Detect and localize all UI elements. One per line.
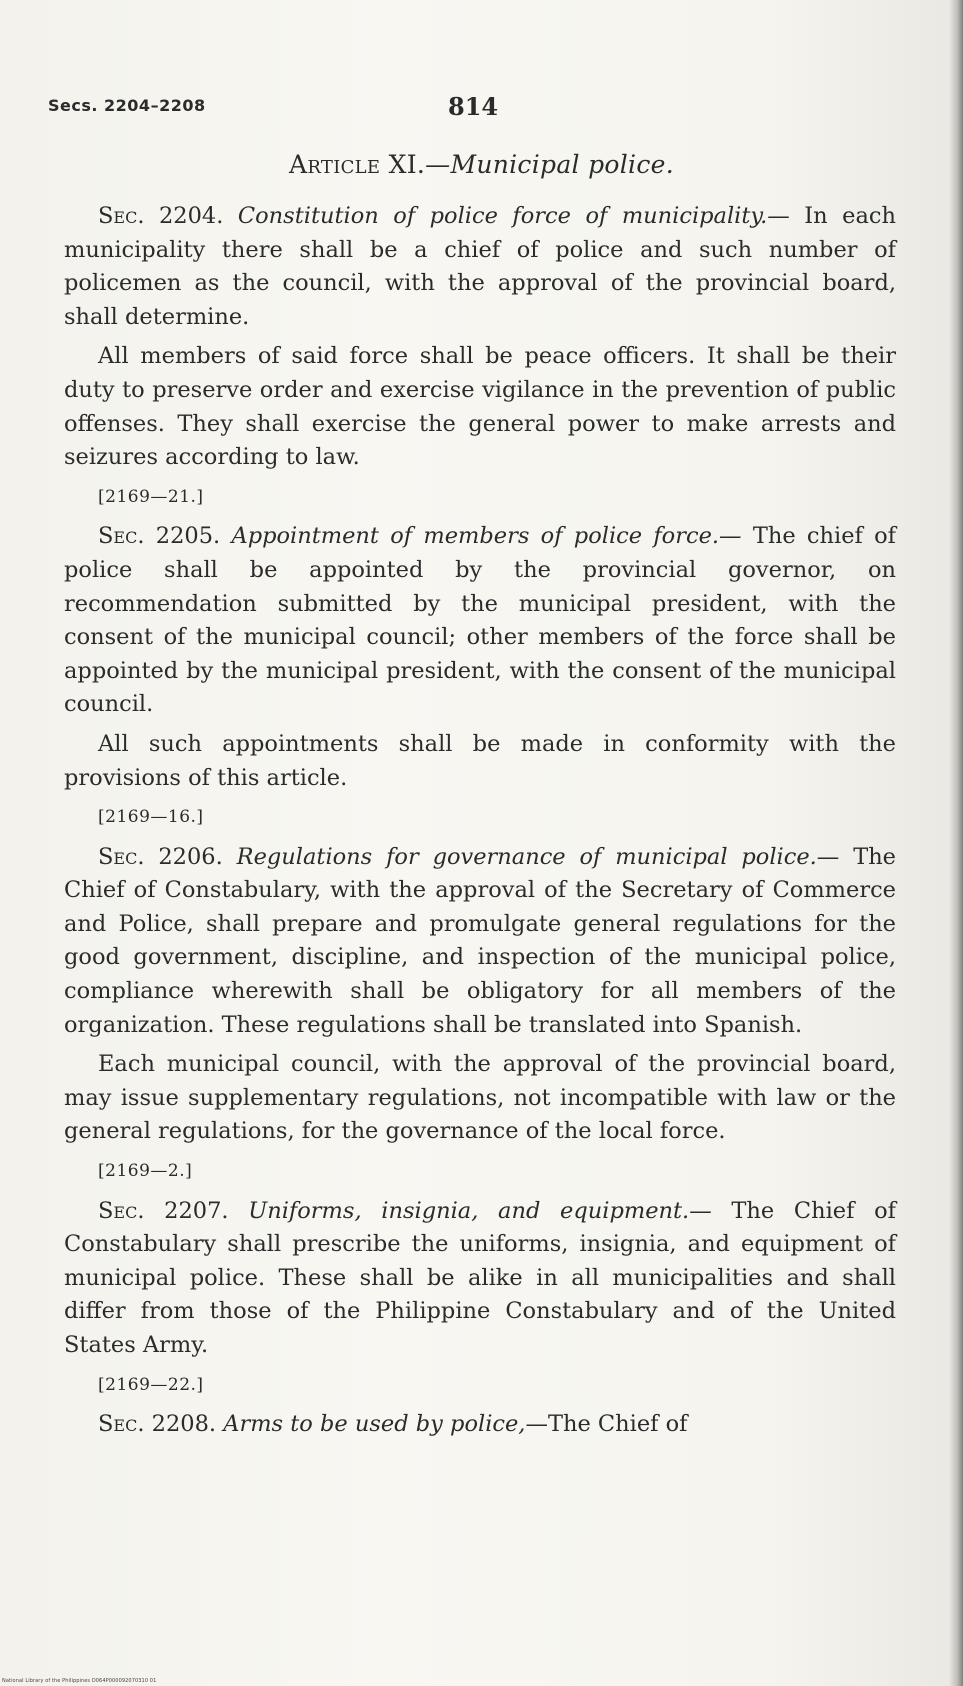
source-reference: [2169—21.] bbox=[98, 486, 204, 507]
page-number: 814 bbox=[448, 92, 499, 121]
section-2204-paragraph-2: All members of said force shall be peace officers. It shall be their duty to preserve order and exercise vigilance in the prevention of public offenses. They shall exercise the general power to make arrests and seizures according to law. bbox=[64, 343, 896, 471]
section-label: Sec. 2205. bbox=[98, 523, 221, 550]
section-text: The Chief of Constabulary shall prescribe the uniforms, insignia, and equipment of municipal police. These shall be alike in all municipalities and shall differ from those of the Philippine Constabulary and of the United States Army. bbox=[64, 1197, 896, 1358]
article-heading bbox=[0, 150, 963, 179]
section-2208 bbox=[64, 1408, 896, 1442]
body-text bbox=[64, 200, 896, 1448]
section-2204 bbox=[64, 200, 896, 334]
article-title: —Municipal police. bbox=[425, 150, 674, 179]
section-title: Arms to be used by police, bbox=[223, 1411, 526, 1438]
section-2205 bbox=[64, 520, 896, 722]
section-range: Secs. 2204–2208 bbox=[48, 96, 206, 115]
scan-caption: National Library of the Philippines D064P000092070310 01 bbox=[2, 1678, 157, 1684]
section-text: The chief of police shall be appointed by the provincial governor, on recommendation submitted by the municipal president, with the consent of the municipal council; other members of the force shall be appointed by the municipal president, with the consent of the municipal council. bbox=[64, 523, 896, 718]
section-2207 bbox=[64, 1195, 896, 1363]
section-title: Uniforms, insignia, and equipment.— bbox=[248, 1197, 712, 1224]
source-reference: [2169—22.] bbox=[98, 1374, 204, 1395]
section-2205-paragraph-2: All such appointments shall be made in conformity with the provisions of this article. bbox=[64, 730, 896, 791]
section-label: Sec. 2204. bbox=[98, 203, 224, 229]
source-reference: [2169—2.] bbox=[98, 1161, 193, 1182]
article-label: Article XI. bbox=[289, 150, 426, 179]
section-label: Sec. 2207. bbox=[98, 1197, 229, 1224]
section-2206-paragraph-2: Each municipal council, with the approval of the provincial board, may issue supplementary regulations, not incompatible with law or the general regulations, for the governance of the local force. bbox=[64, 1051, 896, 1145]
section-label: Sec. 2208. bbox=[98, 1411, 217, 1438]
section-text: In each municipality there shall be a chief of police and such number of policemen as the council, with the approval of the provincial board, shall determine. bbox=[64, 203, 897, 330]
section-label: Sec. 2206. bbox=[98, 843, 223, 870]
section-title: Appointment of members of police force.— bbox=[231, 523, 742, 550]
section-title: Regulations for governance of municipal police.— bbox=[236, 843, 840, 870]
page-edge-shadow bbox=[949, 0, 963, 1686]
section-text: The Chief of Constabulary, with the approval of the Secretary of Commerce and Police, shall prepare and promulgate general regulations for the good government, discipline, and inspection of the municipal police, compliance wherewith shall be obligatory for all members of the organization. These regulations shall be translated into Spanish. bbox=[64, 843, 897, 1038]
running-head bbox=[48, 92, 508, 132]
source-reference: [2169—16.] bbox=[98, 807, 204, 828]
section-title: Constitution of police force of municipality.— bbox=[237, 203, 790, 229]
section-text: —The Chief of bbox=[525, 1411, 688, 1438]
section-2206 bbox=[64, 841, 896, 1043]
